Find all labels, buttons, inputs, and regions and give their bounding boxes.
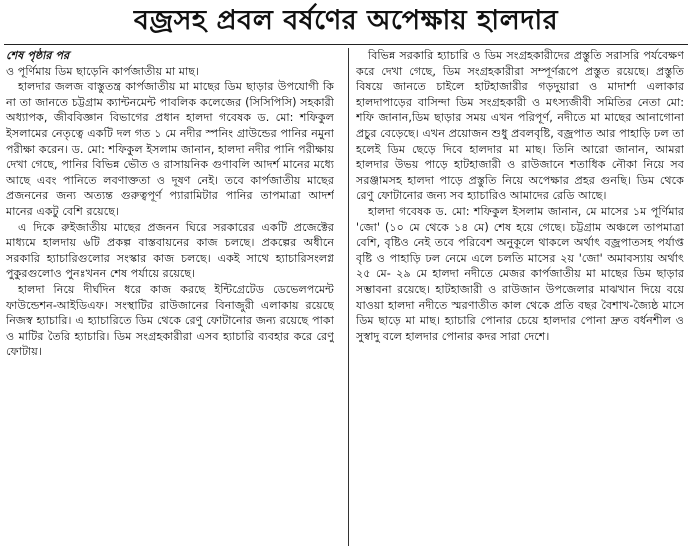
column-separator (348, 48, 349, 546)
paragraph: এ দিকে রুইজাতীয় মাছের প্রজনন ঘিরে সরকারের একটি প্রজেক্টের মাধ্যমে হালদায় ৬টি প্রকল্প বাস্তবায়নের কাজ চলছে। প্রকল্পের অধীনে সরকারি হ্যাচারিগুলোর সংস্কার কাজ চলছে। একই সাথে হ্যাচারিসংলগ্ন পুকুরগুলোও পুনঃখনন শেষ পর্যায়ে রয়েছে। (6, 220, 334, 281)
paragraph: ও পূর্ণিমায় ডিম ছাড়েনি কার্পজাতীয় মা মাছ। (6, 64, 200, 78)
continued-label: শেষ পৃষ্ঠার পর (6, 49, 70, 62)
article-headline: বজ্রসহ প্রবল বর্ষণের অপেক্ষায় হালদার (133, 5, 559, 36)
paragraph: হালদা গবেষক ড. মো: শফিকুল ইসলাম জানান, মে মাসের ১ম পূর্ণিমার 'জো' (১০ মে থেকে ১৪ মে) শেষ হয়ে গেছে। চট্টগ্রাম অঞ্চলে তাপমাত্রা বেশি, বৃষ্টিও নেই তবে পরিবেশ অনুকূলে থাকলে অর্থাৎ বজ্রপাতসহ পর্যাপ্ত বৃষ্টি ও পাহাড়ি ঢল নেমে এলে চলতি মাসের ২য় 'জো' অমাবস্যায় অর্থাৎ ২৫ মে- ২৯ মে হালদা নদীতে মেজর কার্পজাতীয় মা মাছের ডিম ছাড়ার সম্ভাবনা রয়েছে। হাটহাজারী ও রাউজান উপজেলার মাঝখান দিয়ে বয়ে যাওয়া হালদা নদীতে স্মরণাতীত কাল থেকে প্রতি বছর বৈশাখ-জ্যৈষ্ঠ মাসে ডিম ছাড়ে মা মাছ। হ্যাচারি পোনার চেয়ে হালদার পোনা দ্রুত বর্ধনশীল ও সুস্বাদু বলে হালদার পোনার কদর সারা দেশে। (356, 204, 684, 343)
paragraph: হালদার জলজ বাস্তুতন্ত্র কার্পজাতীয় মা মাছের ডিম ছাড়ার উপযোগী কি না তা জানতে চট্টগ্রাম ক্যান্টনমেন্ট পাবলিক কলেজের (সিসিপিসি) সহকারী অধ্যাপক, জীববিজ্ঞান বিভাগের প্রধান হালদা গবেষক ড. মো: শফিকুল ইসলামের নেতৃত্বে একটি দল গত ১ মে নদীর স্পনিং গ্রাউন্ডের পানির নমুনা পরীক্ষা করেন। ড. মো: শফিকুল ইসলাম জানান, হালদা নদীর পানি পরীক্ষায় দেখা গেছে, পানির বিভিন্ন ভৌত ও রাসায়নিক গুণাবলি আদর্শ মানের মধ্যে আছে এবং পানিতে লবণাক্ততা ও দূষণ নেই। তবে কার্পজাতীয় মাছের প্রজননের জন্য অত্যন্ত গুরুত্বপূর্ণ প্যারামিটার পানির তাপমাত্রা আদর্শ মানের একটু বেশি রয়েছে। (6, 80, 334, 218)
paragraph: হালদা নিয়ে দীর্ঘদিন ধরে কাজ করছে ইন্টিগ্রেটেড ডেভেলপমেন্ট ফাউন্ডেশন-আইডিএফ। সংস্থাটির রাউজানের বিনাজুরী এলাকায় রয়েছে নিজস্ব হ্যাচারি। এ হ্যাচারিতে ডিম থেকে রেণু ফোটানোর জন্য রয়েছে পাকা ও মাটির তৈরি হ্যাচারি। ডিম সংগ্রহকারীরা এসব হ্যাচারি ব্যবহার করে রেণু ফোটায়। (6, 282, 334, 359)
headline-rule (4, 44, 688, 45)
right-column (356, 48, 684, 548)
paragraph: বিভিন্ন সরকারি হ্যাচারি ও ডিম সংগ্রহকারীদের প্রস্তুতি সরাসরি পর্যবেক্ষণ করে দেখা গেছে, ডিম সংগ্রহকারীরা সম্পূর্ণরূপে প্রস্তুত রয়েছে। প্রস্তুতি বিষয়ে জানতে চাইলে হাটহাজারীর গড়দুয়ারা ও মাদার্শা এলাকার হালদাপাড়ের বাসিন্দা ডিম সংগ্রহকারী ও মৎস্যজীবী সমিতির নেতা মো: শফি জানান,ডিম ছাড়ার সময় এখন পরিপূর্ণ, নদীতে মা মাছের আনাগোনা প্রচুর বেড়েছে। এখন প্রয়োজন শুধু প্রবলবৃষ্টি, বজ্রপাত আর পাহাড়ি ঢল তা হলেই ডিম ছেড়ে দিবে হালদার মা মাছ। তিনি আরো জানান, আমরা হালদার উভয় পাড়ে হাটহাজারী ও রাউজানে শতাধিক নৌকা নিয়ে সব সরঞ্জামসহ হালদা পাড়ে প্রস্তুতি নিয়ে অপেক্ষার প্রহর গুনছি। ডিম থেকে রেণু ফোটানোর জন্য সব হ্যাচারিও আমাদের রেডি আছে। (356, 49, 684, 203)
left-column (6, 48, 334, 548)
